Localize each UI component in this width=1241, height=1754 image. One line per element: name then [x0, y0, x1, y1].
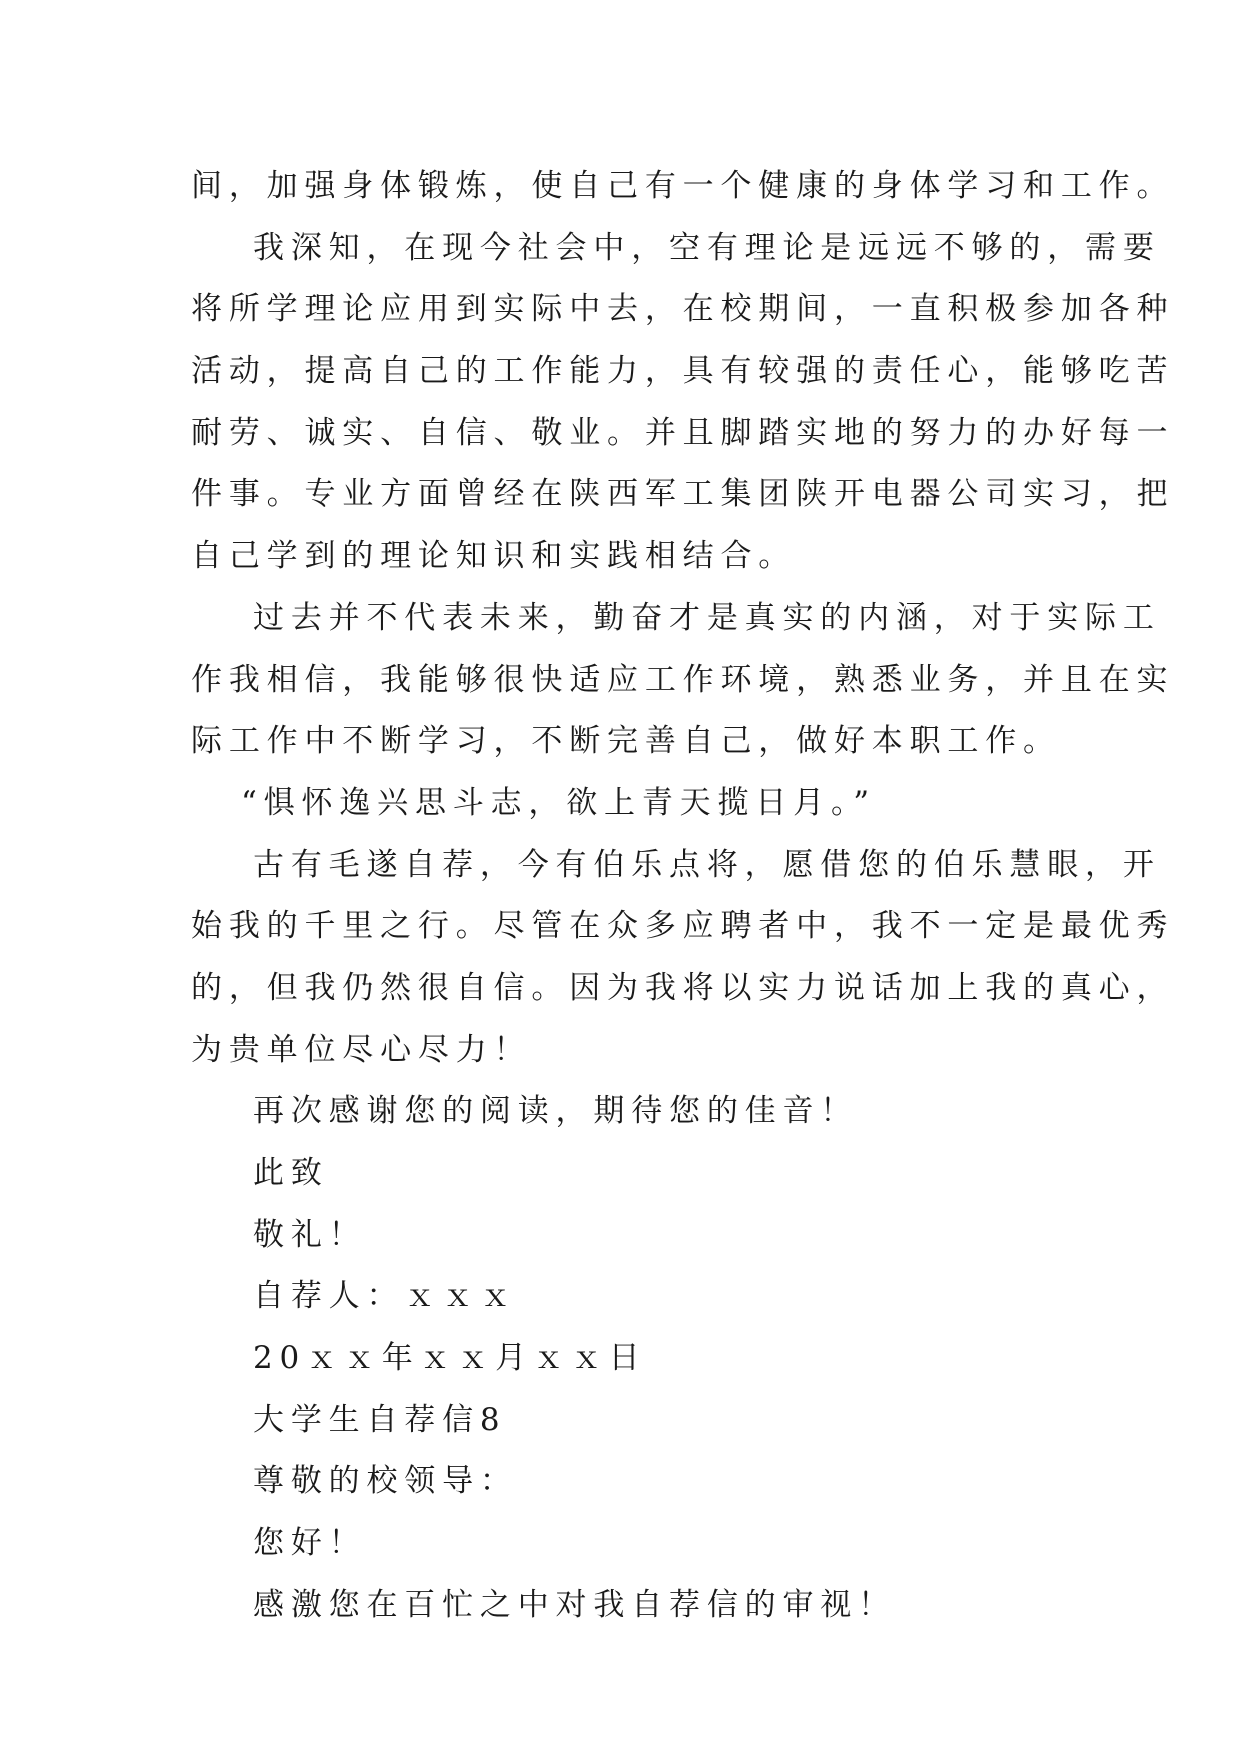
quote-line: “惧怀逸兴思斗志，欲上青天揽日月。” — [241, 784, 876, 821]
text-line: 为贵单位尽心尽力！ — [191, 1031, 532, 1068]
section-title: 大学生自荐信8 — [253, 1401, 507, 1438]
letter-body — [191, 156, 1175, 1637]
text-line: 的，但我仍然很自信。因为我将以实力说话加上我的真心， — [191, 969, 1175, 1006]
paragraph-start-line: 过去并不代表未来，勤奋才是真实的内涵，对于实际工 — [253, 599, 1161, 636]
text-line: 件事。专业方面曾经在陕西军工集团陕开电器公司实习，把 — [191, 476, 1175, 513]
text-line: 自己学到的理论知识和实践相结合。 — [191, 538, 797, 575]
closing-thanks-line: 再次感谢您的阅读，期待您的佳音！ — [253, 1093, 859, 1130]
paragraph-start-line: 古有毛遂自荐，今有伯乐点将，愿借您的伯乐慧眼，开 — [253, 846, 1161, 883]
text-line: 活动，提高自己的工作能力，具有较强的责任心，能够吃苦 — [191, 353, 1175, 390]
text-line: 始我的千里之行。尽管在众多应聘者中，我不一定是最优秀 — [191, 908, 1175, 945]
salutation-line: 敬礼！ — [253, 1216, 367, 1253]
text-line: 作我相信，我能够很快适应工作环境，熟悉业务，并且在实 — [191, 661, 1175, 698]
salutation-line: 此致 — [253, 1155, 329, 1191]
signature-line: 自荐人：ｘｘｘ — [253, 1278, 518, 1315]
paragraph-start-line: 我深知，在现今社会中，空有理论是远远不够的，需要 — [253, 229, 1161, 266]
text-line: 将所学理论应用到实际中去，在校期间，一直积极参加各种 — [191, 291, 1175, 328]
text-line: 耐劳、诚实、自信、敬业。并且脚踏实地的努力的办好每一 — [191, 414, 1175, 451]
date-line: 20ｘｘ年ｘｘ月ｘｘ日 — [253, 1340, 647, 1377]
text-line: 际工作中不断学习，不断完善自己，做好本职工作。 — [191, 723, 1061, 760]
paragraph-start-line: 感激您在百忙之中对我自荐信的审视！ — [253, 1586, 896, 1623]
text-line: 间，加强身体锻炼，使自己有一个健康的身体学习和工作。 — [191, 168, 1175, 204]
greeting-line: 您好！ — [253, 1525, 367, 1562]
greeting-line: 尊敬的校领导： — [253, 1463, 518, 1500]
